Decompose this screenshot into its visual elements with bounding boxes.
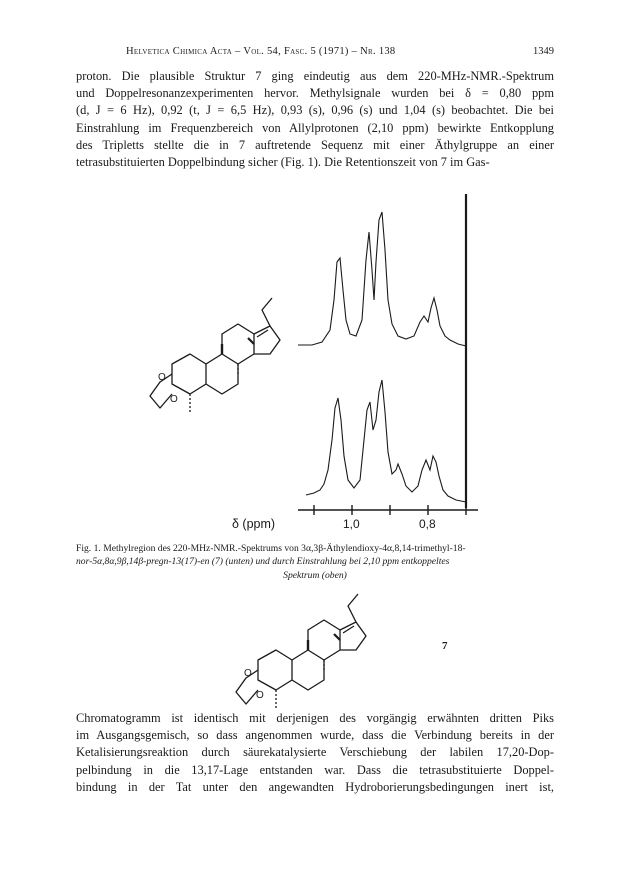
text-line: pelbindung in die 13,17-Lage entstanden war. Dass die tetrasubstituierte Doppel- (76, 762, 554, 777)
figure-caption (76, 542, 554, 582)
text-line: proton. Die plausible Struktur 7 ging eindeutig aus dem 220-MHz-NMR.-Spektrum (76, 69, 554, 83)
page-number: 1349 (533, 46, 554, 57)
compound-number: 7 (442, 640, 448, 652)
caption-line: nor-5α,8α,9β,14β-pregn-13(17)-en (7) (unten) und durch Einstrahlung bei 2,10 ppm entkoppeltes (76, 556, 450, 568)
text-line: und Doppelresonanzexperimenten hervor. Methylsignale wurden bei δ = 0,80 ppm (76, 86, 554, 101)
caption-line: Fig. 1. Methylregion des 220-MHz-NMR.-Spektrums von 3α,3β-Äthylendioxy-4α,8,14-trimethyl-18- (76, 543, 466, 554)
x-axis (298, 505, 478, 515)
text-line: Chromatogramm ist identisch mit derjenigen des vorgängig erwähnten dritten Piks (76, 711, 554, 725)
compound-oxygen-upper: O (244, 668, 252, 679)
tick-label-1-0: 1,0 (343, 517, 360, 531)
axis-label: δ (ppm) (232, 517, 276, 531)
compound-oxygen-lower: O (256, 690, 264, 701)
upper-spectrum-trace (298, 212, 466, 346)
text-line: bindung in der Tat unter den angewandten Hydroborierungsbedingungen inert ist, (76, 779, 554, 794)
text-line: Einstrahlung im Frequenzbereich von Allylprotonen (2,10 ppm) bewirkte Entkopplung (76, 120, 554, 135)
paragraph-2 (76, 710, 554, 796)
running-head: Helvetica Chimica Acta – Vol. 54, Fasc. 5 (1971) – Nr. 138 (126, 46, 396, 57)
lower-spectrum-trace (306, 380, 466, 502)
text-line: tetrasubstituierten Doppelbindung sicher (Fig. 1). Die Retentionszeit von 7 im Gas- (76, 155, 490, 170)
text-line: (d, J = 6 Hz), 0,92 (t, J = 6,5 Hz), 0,93 (s), 0,96 (s) und 1,04 (s) beobachtet. Die bei (76, 103, 554, 118)
oxygen-label-lower: O (170, 394, 178, 405)
text-line: Ketalisierungsreaktion durch säurekatalysierte Verschiebung der labilen 17,20-Dop- (76, 745, 554, 760)
text-line: des Tripletts stellte die in 7 auftretende Sequenz mit einer Äthylgruppe an einer (76, 137, 554, 152)
text-line: im Ausgangsgemisch, so dass angenommen wurde, dass die Verbindung bereits in der (76, 728, 554, 743)
oxygen-label-upper: O (158, 372, 166, 383)
caption-line: Spektrum (oben) (283, 569, 347, 581)
tick-label-0-8: 0,8 (419, 517, 436, 531)
